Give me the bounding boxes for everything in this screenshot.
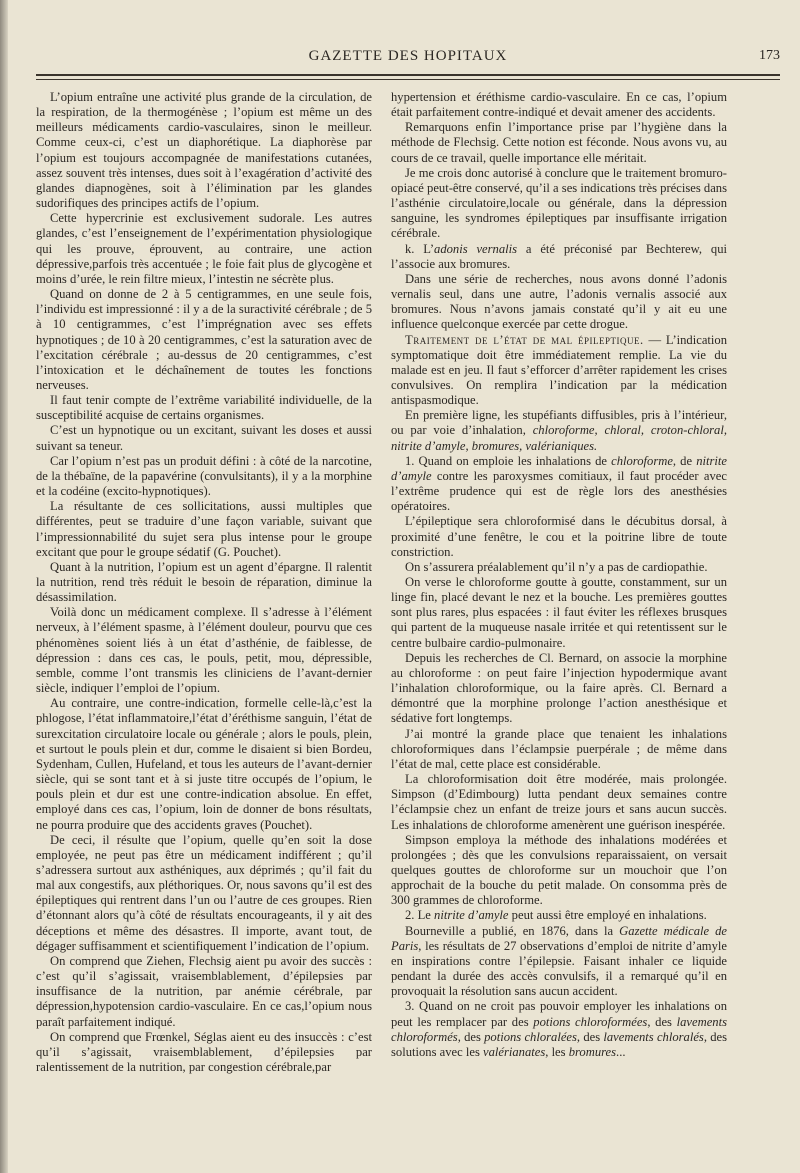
paragraph	[391, 408, 727, 453]
right-column	[391, 90, 727, 1060]
paragraph: Remarquons enfin l’importance prise par l’hygiène dans la méthode de Flechsig. Cette notion est féconde. Nous avons vu, au cours de ce travail, quelle importance elle méritait.	[391, 120, 727, 165]
text: a été préconisé par Bechterew, qui l’associe aux bromures.	[391, 241, 728, 271]
italic-term: lavements chloroformés	[391, 1014, 727, 1044]
text: contre les paroxysmes comitiaux, il faut procéder avec l’extrême prudence qui est de règle lors des anesthésies opératoires.	[391, 468, 727, 514]
paragraph	[391, 908, 727, 923]
text: , des solutions avec les	[391, 1029, 727, 1059]
italic-term: lavements chloralés	[603, 1029, 704, 1044]
text: 2. Le	[405, 908, 435, 923]
text: Bourneville a publié, en 1876, dans la	[405, 923, 620, 938]
text: , de	[672, 453, 697, 468]
paragraph: Quant à la nutrition, l’opium est un agent d’épargne. Il ralentit la nutrition, rend très réduit le besoin de réparation, diminue la désassimilation.	[36, 559, 372, 605]
italic-term: chloroforme, chloral, croton-chloral, nitrite d’amyle, bromures, valérianiques.	[391, 423, 728, 453]
paragraph: Simpson employa la méthode des inhalations modérées et prolongées ; dès que les convulsions reparaissaient, on versait quelques gouttes de chloroforme sur un mouchoir que l’on approchait de la bouche du petit malade. On consomma près de 300 grammes de chloroforme.	[391, 832, 727, 908]
paragraph: C’est un hypnotique ou un excitant, suivant les doses et aussi suivant sa teneur.	[36, 423, 372, 453]
text: , les résultats de 27 observations d’emploi de nitrite d’amyle en inspirations contre l’épilepsie. Faisant inhaler ce liquide pendant la durée des accès convulsifs, il a remarqué qu’il en provoquait la résolution sans aucun accident.	[391, 938, 727, 999]
text: En première ligne, les stupéfiants diffusibles, pris à l’intérieur, ou par voie d’inhalation,	[391, 408, 727, 438]
italic-term: nitrite d’amyle	[391, 453, 727, 483]
journal-reference: Gazette médicale de Paris	[391, 923, 728, 953]
italic-term: adonis vernalis	[434, 241, 518, 256]
paragraph: Voilà donc un médicament complexe. Il s’adresse à l’élément nerveux, à l’élément spasme, à l’élément douleur, pourvu que ces phénomènes soient liés à un état d’asthénie, de faiblesse, de dépression : dans ces cas, le pouls, petit, mou, dépressible, semble, comme l’ont transmis les cliniciens de l’avant-dernier siècle, indiquer l’emploi de l’opium.	[36, 605, 372, 696]
text: , les	[545, 1044, 569, 1059]
paragraph: Depuis les recherches de Cl. Bernard, on associe la morphine au chloroforme : on peut faire l’injection hypodermique avant l’inhalation chloroformique, ou la faire après. Cl. Bernard a démontré que la morphine prolonge l’action anesthésique et sédative fort longtemps.	[391, 650, 727, 726]
paragraph: On s’assurera préalablement qu’il n’y a pas de cardiopathie.	[405, 559, 708, 574]
paragraph	[391, 333, 727, 409]
header-rule-thin	[36, 79, 780, 80]
journal-title: GAZETTE DES HOPITAUX	[308, 48, 508, 64]
paragraph: La résultante de ces sollicitations, aussi multiples que différentes, peut se traduire d’une façon variable, suivant que l’impressionnabilité du sujet sera plus intense pour le groupe excitant que pour le groupe sédatif (G. Pouchet).	[36, 499, 372, 559]
paragraph: L’épileptique sera chloroformisé dans le décubitus dorsal, à proximité d’une fenêtre, le cou et la poitrine libre de toute constriction.	[391, 514, 727, 559]
paragraph: Dans une série de recherches, nous avons donné l’adonis vernalis seul, dans une autre, l’adonis vernalis associé aux bromures. Nous n’avons jamais constaté qu’il y ait eu une influence quelconque exercée par cette drogue.	[391, 271, 727, 332]
paragraph: Quand on donne de 2 à 5 centigrammes, en une seule fois, l’individu est impressionné : il y a de la suractivité cérébrale ; de 5 à 10 centigrammes, c’est l’imprégnation avec ses effets hypnotiques ; de 10 à 20 centigrammes, c’est la saturation avec de l’excitation cérébrale ; au-dessus de 20 centigrammes, c’est l’intoxication et le déchaînement de toutes les fonctions nerveuses.	[36, 287, 372, 392]
left-column	[36, 90, 372, 1075]
italic-term: chloroforme	[611, 453, 673, 468]
italic-term: nitrite d’amyle	[434, 908, 509, 923]
text: , des	[647, 1014, 677, 1029]
page-edge-shadow	[0, 0, 8, 1173]
paragraph: On comprend que Frœnkel, Séglas aient eu des insuccès : c’est qu’il s’agissait, vraisemblablement, d’épilepsies par ralentissement de la nutrition, par congestion cérébrale,par	[36, 1029, 372, 1074]
text: , des	[457, 1029, 485, 1044]
paragraph: Je me crois donc autorisé à conclure que le traitement bromuro-opiacé peut-être conservé, qu’il a ses indications très précises dans l’asthénie circulatoire,locale ou générale, dans la dépression sanguine, les syndromes épileptiques par insuffisante irrigation cérébrale.	[391, 165, 727, 241]
paragraph: La chloroformisation doit être modérée, mais prolongée. Simpson (d’Edimbourg) lutta pendant deux semaines contre l’éclampsie chez un enfant de treize jours et sans aucun succès. Les inhalations de chloroforme amenèrent une guérison inespérée.	[391, 772, 727, 832]
paragraph: Il faut tenir compte de l’extrême variabilité individuelle, de la susceptibilité acquise de certains organismes.	[36, 393, 372, 423]
page-header	[36, 48, 780, 72]
paragraph: J’ai montré la grande place que tenaient les inhalations chloroformiques dans l’éclampsie puerpérale ; de même dans l’état de mal, cette place est considérable.	[391, 726, 727, 771]
text: peut aussi être employé en inhalations.	[508, 908, 707, 923]
paragraph: hypertension et éréthisme cardio-vasculaire. En ce cas, l’opium était parfaitement contre-indiqué et devait amener des accidents.	[391, 90, 727, 120]
text: k. L’	[405, 241, 435, 256]
paragraph: On verse le chloroforme goutte à goutte, constamment, sur un linge fin, placé devant le nez et la bouche. Les premières gouttes sont plus rares, plus espacées : il faut éviter les réflexes brusques qui partent de la muqueuse nasale irritée et qui retentissent sur le centre bulbaire cardio-pulmonaire.	[391, 575, 727, 650]
paragraph: Cette hypercrinie est exclusivement sudorale. Les autres glandes, c’est l’enseignement de l’expérimentation physiologique qui les prouve, éprouvent, au contraire, une action dépressive,parfois très accentuée ; le foie fait plus de glycogène et moins d’urée, le rein filtre mieux, l’intestin ne sécrète plus.	[36, 211, 372, 286]
italic-term: bromures	[568, 1044, 617, 1059]
italic-term: valérianates	[483, 1044, 546, 1059]
text: — L’indication symptomatique doit être immédiatement remplie. La vie du malade est en jeu. Il faut s’efforcer d’arrêter rapidement les crises convulsives. On remplira l’indication par la médication antispasmodique.	[391, 332, 728, 408]
paragraph	[391, 999, 727, 1060]
paragraph: L’opium entraîne une activité plus grande de la circulation, de la respiration, de la thermogénèse ; l’opium est même un des meilleurs médicaments cardio-vasculaires, sinon le meilleur. Comme ceux-ci, c’est un diaphorétique. La diaphorèse par l’opium est toujours accompagnée de manifestations cutanées, assez souvent très intenses, dues soit à l’exagération d’activité des glandes diapnogènes, soit à l’élimination par les glandes sudorifiques des principes actifs de l’opium.	[36, 90, 372, 211]
page-number: 173	[759, 48, 780, 63]
text: 1. Quand on emploie les inhalations de	[405, 453, 612, 468]
italic-term: potions chloroformées	[533, 1014, 648, 1029]
header-rule-thick	[36, 74, 780, 76]
paragraph: On comprend que Ziehen, Flechsig aient pu avoir des succès : c’est qu’il s’agissait, vraisemblablement, d’épilepsies par insuffisance de la nutrition, par anémie cérébrale, par dépression,hypotension cardio-vasculaire. En ce cas,l’opium nous paraît parfaitement indiqué.	[36, 953, 372, 1029]
text: ...	[616, 1044, 626, 1059]
paragraph: De ceci, il résulte que l’opium, quelle qu’en soit la dose employée, ne peut pas être un médicament indifférent ; qu’il s’adressera surtout aux asthéniques, aux déprimés ; qu’il fait du mal aux congestifs, aux pléthoriques. Or, nous savons qu’il est des épileptiques qui rentrent dans l’un ou l’autre de ces groupes. Rien d’étonnant alors qu’à côté de résultats encourageants, il y ait des déceptions et même des désastres. Il importe, avant tout, de dégager suffisamment et scientifiquement l’indication de l’opium.	[36, 832, 372, 953]
paragraph	[391, 454, 727, 515]
paragraph: Au contraire, une contre-indication, formelle celle-là,c’est la phlogose, l’état inflammatoire,l’état d’éréthisme sanguin, l’état de surexcitation circulatoire locale ou générale ; alors le pouls, plein, et surtout le pouls plein et dur, comme le disaient si bien Bordeu, Sydenham, Cullen, Hufeland, et tous les auteurs de l’avant-dernier siècle, qui se sont tant et à si juste titre occupés de l’opium, le pouls plein et dur est une contre-indication absolue. En effet, employé dans ces cas, l’opium, loin de donner de bons résultats, ne pourra produire que des accidents graves (Pouchet).	[36, 696, 372, 832]
paragraph: Car l’opium n’est pas un produit défini : à côté de la narcotine, de la thébaïne, de la papavérine (convulsitants), il y a la morphine et la codéine (excito-hypnotiques).	[36, 453, 372, 499]
text: , des	[576, 1029, 604, 1044]
section-heading: Traitement de l’état de mal épileptique.	[405, 332, 644, 347]
text: 3. Quand on ne croit pas pouvoir employer les inhalations on peut les remplacer par des	[391, 999, 727, 1029]
paragraph	[391, 924, 727, 1000]
paragraph	[391, 242, 727, 272]
italic-term: potions chloralées	[484, 1029, 577, 1044]
